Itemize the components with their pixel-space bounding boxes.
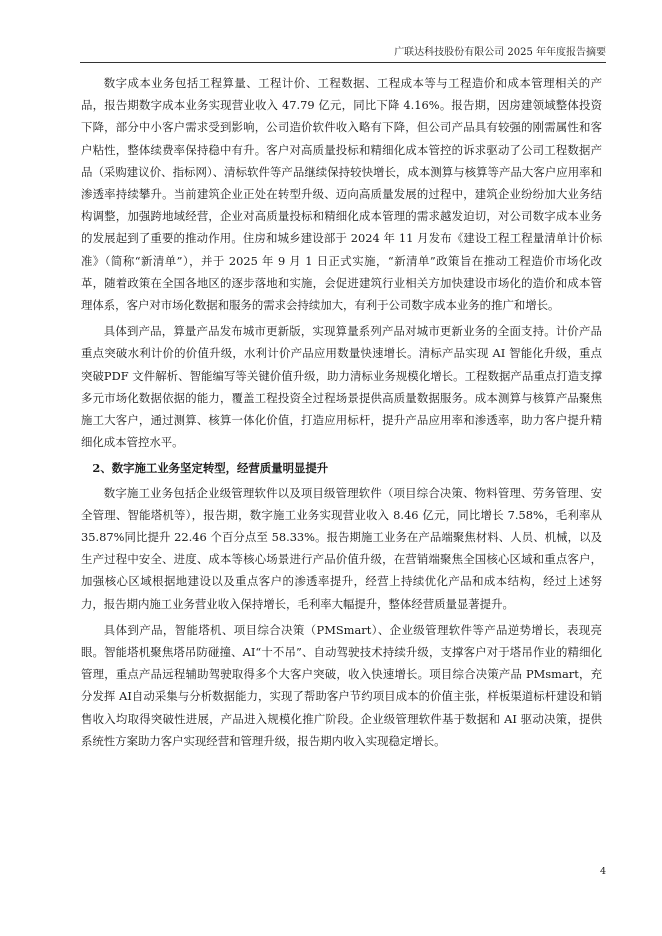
paragraph-digital-construction-products: 具体到产品，智能塔机、项目综合决策（PMSmart）、企业级管理软件等产品逆势增长，表现亮眼。智能塔机聚焦塔吊防碰撞、AI“十不吊”、自动驾驶技术持续升级，支撑客户对于塔吊作业的精细化管理，重点产品远程辅助驾驶取得多个大客户突破，收入快速增长。项目综合决策产品 PMsmart，充分发挥 AI自动采集与分析数据能力，实现了帮助客户节约项目成本的价值主张，样板渠道标杆建设和销售收入均取得突破性进展，产品进入规模化推广阶段。企业级管理软件基于数据和 AI 驱动决策，提供系统性方案助力客户实现经营和管理升级，报告期内收入实现稳定增长。 [81, 622, 602, 748]
document-body [81, 72, 602, 752]
page-number: 4 [599, 866, 606, 877]
paragraph-digital-cost-products: 具体到产品，算量产品发布城市更新版，实现算量系列产品对城市更新业务的全面支持。计价产品重点突破水利计价的价值升级，水利计价产品应用数量快速增长。清标产品实现 AI 智能化升级，重点突破PDF 文件解析、智能编写等关键价值升级，助力清标业务规模化增长。工程数据产品重点打造支撑多元市场化数据依据的能力，覆盖工程投资全过程场景提供高质量数据服务。成本测算与核算产品聚焦施工大客户，通过测算、核算一体化价值，打造应用标杆，提升产品应用率和渗透率，助力客户提升精细化成本管控水平。 [81, 324, 602, 450]
header-title: 广联达科技股份有限公司 2025 年年度报告摘要 [394, 47, 606, 58]
section-heading-digital-construction: 2、数字施工业务坚定转型，经营质量明显提升 [92, 461, 329, 476]
page-header [80, 40, 606, 63]
paragraph-digital-construction-overview: 数字施工业务包括企业级管理软件以及项目级管理软件（项目综合决策、物料管理、劳务管理、安全管理、智能塔机等），报告期，数字施工业务实现营业收入 8.46 亿元，同比增长 7.58%，毛利率从35.87%同比提升 22.46 个百分点至 58.33%。报告期施工业务在产品端聚焦材料、人员、机械，以及生产过程中安全、进度、成本等核心场景进行产品价值升级，在营销端聚焦全国核心区域和重点客户，加强核心区域根据地建设以及重点客户的渗透率提升，经营上持续优化产品和成本结构，经过上述努力，报告期内施工业务营业收入保持增长，毛利率大幅提升，整体经营质量显著提升。 [81, 485, 602, 611]
paragraph-digital-cost-overview: 数字成本业务包括工程算量、工程计价、工程数据、工程成本等与工程造价和成本管理相关的产品，报告期数字成本业务实现营业收入 47.79 亿元，同比下降 4.16%。报告期，因房建领域整体投资下降，部分中小客户需求受到影响，公司造价软件收入略有下降，但公司产品具有较强的刚需属性和客户粘性，整体续费率保持稳中有升。客户对高质量投标和精细化成本管控的诉求驱动了公司工程数据产品（采购建议价、指标网）、清标软件等产品继续保持较快增长，成本测算与核算等产品大客户应用率和渗透率持续攀升。当前建筑企业正处在转型升级、迈向高质量发展的过程中，建筑企业纷纷加大业务结构调整，加强跨地域经营，企业对高质量投标和精细化成本管理的需求越发迫切，对公司数字成本业务的发展起到了重要的推动作用。住房和城乡建设部于 2024 年 11 月发布《建设工程工程量清单计价标准》（简称“新清单”），并于 2025 年 9 月 1 日正式实施，“新清单”政策旨在推动工程造价市场化改革，随着政策在全国各地区的逐步落地和实施，会促进建筑行业相关方加快建设市场化的造价和成本管理体系，客户对市场化数据和服务的需求会持续加大，有利于公司数字成本业务的推广和增长。 [81, 76, 602, 313]
